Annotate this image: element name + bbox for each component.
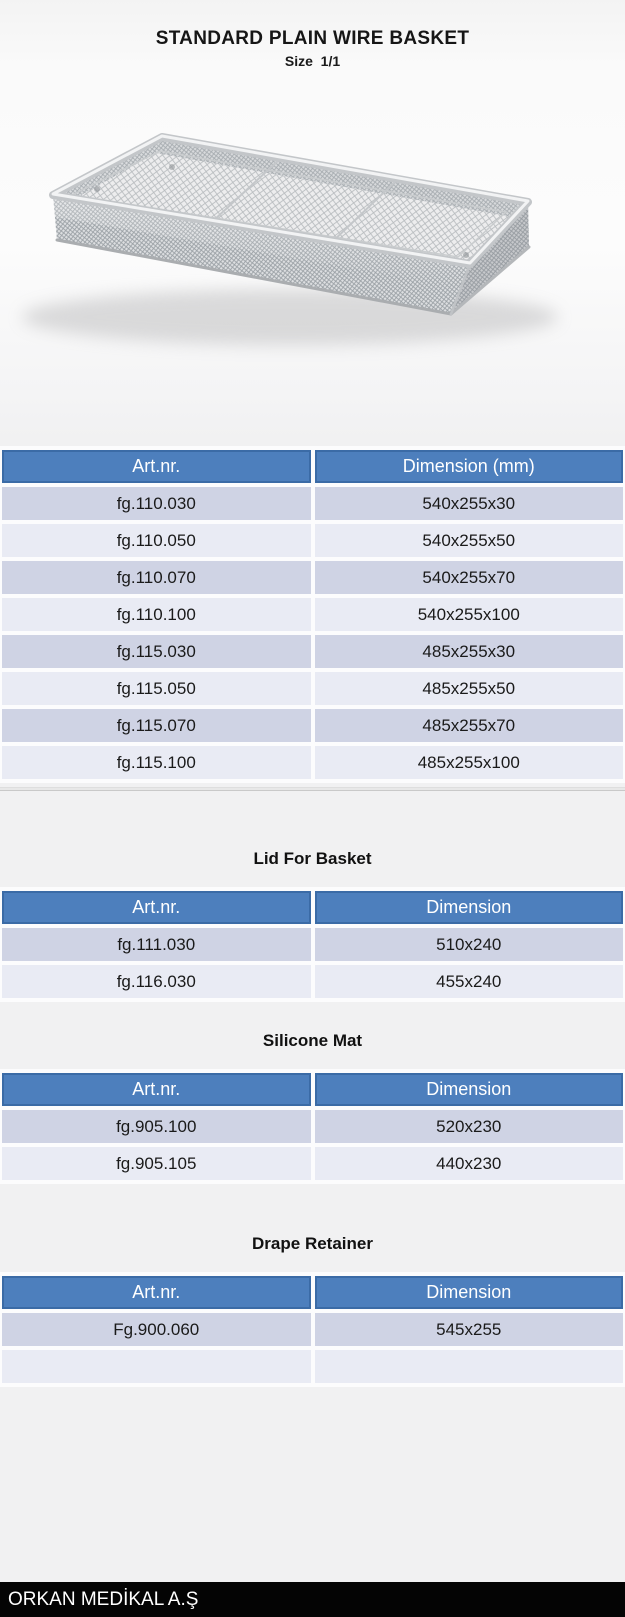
main-table-wrap [0,446,625,783]
art-nr-cell: fg.905.105 [2,1147,311,1180]
art-nr-cell: fg.111.030 [2,928,311,961]
dimension-cell [315,1350,624,1383]
column-header-dimension: Dimension [315,1073,624,1106]
lid-table-wrap [0,887,625,1002]
table-row [2,1350,623,1383]
drape-retainer-table [0,1272,625,1387]
silicone-mat-table [0,1069,625,1184]
table-row [2,598,623,631]
column-header-artnr: Art.nr. [2,1073,311,1106]
art-nr-cell: fg.110.050 [2,524,311,557]
art-nr-cell: fg.110.100 [2,598,311,631]
table-row [2,928,623,961]
dimension-cell: 455x240 [315,965,624,998]
column-header-artnr: Art.nr. [2,1276,311,1309]
dimension-cell: 540x255x50 [315,524,624,557]
section-heading-lid-for-basket: Lid For Basket [253,849,372,868]
header-row [2,450,623,483]
dimension-cell: 510x240 [315,928,624,961]
dimension-cell: 540x255x100 [315,598,624,631]
dimension-cell: 485x255x100 [315,746,624,779]
table-row [2,746,623,779]
product-photo [0,79,625,409]
art-nr-cell: Fg.900.060 [2,1313,311,1346]
art-nr-cell: fg.116.030 [2,965,311,998]
header-row [2,891,623,924]
art-nr-cell: fg.115.070 [2,709,311,742]
table-row [2,1147,623,1180]
art-nr-cell: fg.115.030 [2,635,311,668]
table-row [2,1313,623,1346]
drape-table-wrap [0,1272,625,1387]
header-block [0,0,625,438]
art-nr-cell: fg.905.100 [2,1110,311,1143]
dimension-cell: 485x255x30 [315,635,624,668]
table-row [2,635,623,668]
column-header-dimension: Dimension (mm) [315,450,624,483]
table-row [2,1110,623,1143]
art-nr-cell: fg.110.030 [2,487,311,520]
column-header-artnr: Art.nr. [2,450,311,483]
header-row [2,1276,623,1309]
main-table [0,446,625,783]
footer-bar [0,1582,625,1617]
mat-table-wrap [0,1069,625,1184]
dimension-cell: 540x255x30 [315,487,624,520]
section-heading-drape-retainer: Drape Retainer [252,1234,373,1253]
table-row [2,524,623,557]
wire-mesh-basket-image [0,79,625,409]
section-heading-silicone-mat: Silicone Mat [262,1031,363,1050]
table-row [2,561,623,594]
footer-brand-text: ORKAN MEDİKAL A.Ş [8,1589,199,1610]
page-size-label: Size 1/1 [284,53,341,69]
table-row [2,709,623,742]
table-row [2,672,623,705]
header-row [2,1073,623,1106]
art-nr-cell: fg.115.100 [2,746,311,779]
section-divider [0,787,625,791]
dimension-cell: 485x255x50 [315,672,624,705]
art-nr-cell: fg.115.050 [2,672,311,705]
column-header-artnr: Art.nr. [2,891,311,924]
column-header-dimension: Dimension [315,891,624,924]
dimension-cell: 485x255x70 [315,709,624,742]
art-nr-cell [2,1350,311,1383]
art-nr-cell: fg.110.070 [2,561,311,594]
dimension-cell: 540x255x70 [315,561,624,594]
dimension-cell: 440x230 [315,1147,624,1180]
dimension-cell: 545x255 [315,1313,624,1346]
table-row [2,965,623,998]
page-title: STANDARD PLAIN WIRE BASKET [155,28,470,49]
lid-for-basket-table [0,887,625,1002]
column-header-dimension: Dimension [315,1276,624,1309]
dimension-cell: 520x230 [315,1110,624,1143]
table-row [2,487,623,520]
